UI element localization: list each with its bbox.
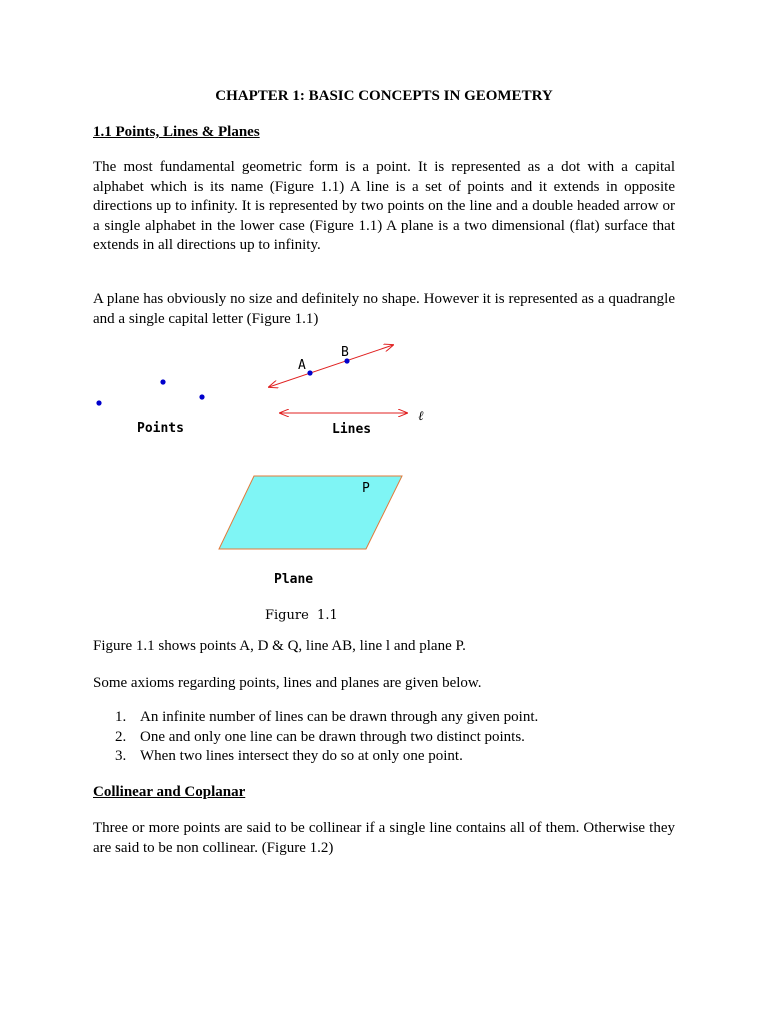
line-ab-group [269,345,393,387]
paragraph-axioms-intro: Some axioms regarding points, lines and planes are given below. [93,675,482,691]
paragraph-figure-description: Figure 1.1 shows points A, D & Q, line AB, line l and plane P. [93,638,466,654]
section-heading: 1.1 Points, Lines & Planes [93,124,260,140]
list-item [93,747,693,767]
line-l-group [280,409,424,437]
paragraph-collinear: Three or more points are said to be collinear if a single line contains all of them. Otherwise they are said to be non collinear. (Figure 1.2) [93,820,675,856]
plane-p-label: P [362,481,370,496]
point-dot [199,394,204,399]
list-item-text: When two lines intersect they do so at only one point. [140,748,463,764]
paragraph-definitions: The most fundamental geometric form is a point. It is represented as a dot with a capital alphabet which is its name (Figure 1.1) A line is a set of points and it extends in opposite directions up to infinity. It is represented by two points on the line and a double headed arrow or a single alphabet in the lower case (Figure 1.1) A plane is a two dimensional (flat) surface that extends in all directions up to infinity. [93,159,675,253]
label-lines: Lines [332,422,372,437]
plane-group [219,476,402,587]
line-l-label: ℓ [418,409,424,424]
plane-p-shape [219,476,402,549]
list-item-number: 1. [115,709,127,725]
line-ab-arrow [269,345,393,387]
list-item-number: 2. [115,728,127,745]
point-a-label: A [298,358,306,373]
list-item-number: 3. [115,748,127,764]
point-b-label: B [341,345,349,360]
point-dot [96,400,101,405]
sub-heading-collinear: Collinear and Coplanar [93,784,246,800]
chapter-title: CHAPTER 1: BASIC CONCEPTS IN GEOMETRY [215,88,553,104]
point-dot [160,379,165,384]
list-item [93,708,693,728]
points-group [96,379,204,436]
figure-caption: Figure 1.1 [265,608,338,623]
point-a-dot [307,370,312,375]
label-points: Points [137,421,184,436]
list-item-text: An infinite number of lines can be drawn through any given point. [140,709,539,725]
list-item-text: One and only one line can be drawn through two distinct points. [140,728,525,745]
list-item [93,728,693,748]
paragraph-plane-representation: A plane has obviously no size and definitely no shape. However it is represented as a quadrangle and a single capital letter (Figure 1.1) [93,291,675,327]
label-plane: Plane [274,572,314,587]
axioms-list [93,708,693,767]
